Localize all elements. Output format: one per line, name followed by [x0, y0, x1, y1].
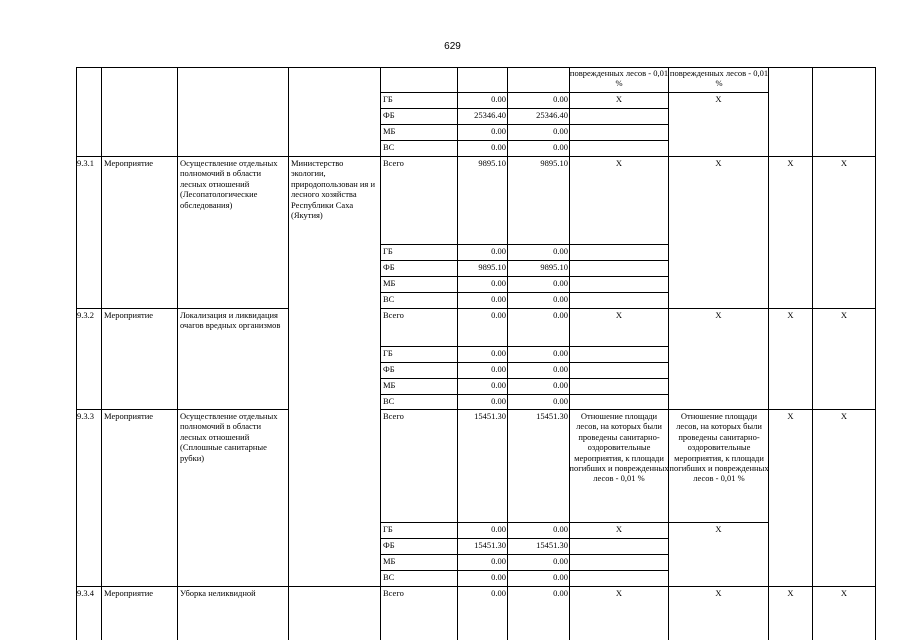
measure-code: 9.3.4 [77, 588, 94, 598]
indicator-cell: Отношение площади лесов, на которых были проведены санитарно-оздоровительные мероприятия, к площади погибших и поврежденных лесов - 0,01 % [669, 411, 769, 484]
x-cell: Х [787, 158, 794, 168]
source-cell: Всего [383, 588, 404, 598]
source-cell: ВС [383, 572, 395, 582]
amount-cell: 9895.10 [540, 158, 568, 168]
x-cell: Х [715, 158, 722, 168]
source-cell: ФБ [383, 110, 395, 120]
measure-code: 9.3.3 [77, 411, 94, 421]
program-table [76, 67, 876, 640]
amount-cell: 0.00 [553, 126, 568, 136]
amount-cell: 0.00 [491, 556, 506, 566]
grid-line [768, 67, 769, 640]
amount-cell: 0.00 [491, 278, 506, 288]
amount-cell: 9895.10 [540, 262, 568, 272]
x-cell: Х [715, 310, 722, 320]
x-cell: Х [840, 588, 848, 598]
x-cell: Х [615, 94, 623, 104]
source-cell: ГБ [383, 94, 393, 104]
amount-cell: 0.00 [491, 396, 506, 406]
amount-cell: 0.00 [553, 278, 568, 288]
source-cell: МБ [383, 556, 396, 566]
amount-cell: 0.00 [491, 348, 506, 358]
amount-cell: 0.00 [553, 572, 568, 582]
source-cell: Всего [383, 310, 404, 320]
amount-cell: 0.00 [553, 94, 568, 104]
source-cell: ФБ [383, 364, 395, 374]
page-number: 629 [444, 41, 461, 52]
source-cell: ВС [383, 142, 395, 152]
x-cell: Х [715, 524, 722, 534]
amount-cell: 15451.30 [536, 540, 568, 550]
measure-code: 9.3.2 [77, 310, 94, 320]
indicator-cell: Отношение площади лесов, на которых были проведены санитарно-оздоровительные мероприятия, к площади погибших и поврежденных лесов - 0,01 % [569, 411, 669, 484]
source-cell: ФБ [383, 262, 395, 272]
x-cell: Х [787, 588, 794, 598]
source-cell: ГБ [383, 348, 393, 358]
grid-line [76, 67, 77, 640]
amount-cell: 0.00 [553, 524, 568, 534]
grid-line [177, 67, 178, 640]
x-cell: Х [715, 588, 722, 598]
x-cell: Х [840, 310, 848, 320]
amount-cell: 0.00 [491, 572, 506, 582]
x-cell: Х [715, 94, 722, 104]
amount-cell: 0.00 [491, 126, 506, 136]
measure-type: Мероприятие [104, 411, 154, 421]
amount-cell: 0.00 [491, 524, 506, 534]
grid-line [875, 67, 876, 640]
amount-cell: 9895.10 [478, 158, 506, 168]
source-cell: ГБ [383, 524, 393, 534]
amount-cell: 0.00 [553, 380, 568, 390]
source-cell: Всего [383, 411, 404, 421]
source-cell: ФБ [383, 540, 395, 550]
indicator-cell: поврежденных лесов - 0,01 % [669, 68, 769, 89]
x-cell: Х [615, 310, 623, 320]
x-cell: Х [615, 158, 623, 168]
source-cell: ГБ [383, 246, 393, 256]
grid-line [812, 67, 813, 640]
x-cell: Х [615, 524, 623, 534]
amount-cell: 0.00 [491, 294, 506, 304]
x-cell: Х [840, 158, 848, 168]
measure-name: Локализация и ликвидация очагов вредных организмов [180, 310, 281, 331]
grid-line [101, 67, 102, 640]
source-cell: МБ [383, 380, 396, 390]
amount-cell: 0.00 [553, 294, 568, 304]
x-cell: Х [787, 310, 794, 320]
amount-cell: 0.00 [553, 556, 568, 566]
amount-cell: 0.00 [491, 94, 506, 104]
amount-cell: 25346.40 [474, 110, 506, 120]
amount-cell: 15451.30 [536, 411, 568, 421]
responsible-executor: Министерство экологии, природопользован ия и лесного хозяйства Республики Саха (Якутия) [291, 158, 378, 221]
source-cell: МБ [383, 278, 396, 288]
source-cell: ВС [383, 294, 395, 304]
amount-cell: 15451.30 [474, 411, 506, 421]
amount-cell: 0.00 [553, 310, 568, 320]
measure-type: Мероприятие [104, 310, 154, 320]
amount-cell: 9895.10 [478, 262, 506, 272]
amount-cell: 0.00 [553, 142, 568, 152]
source-cell: МБ [383, 126, 396, 136]
x-cell: Х [840, 411, 848, 421]
measure-name: Осуществление отдельных полномочий в области лесных отношений (Сплошные санитарные рубки) [180, 411, 280, 463]
source-cell: ВС [383, 396, 395, 406]
amount-cell: 0.00 [553, 348, 568, 358]
measure-name: Уборка неликвидной [180, 588, 256, 598]
source-cell: Всего [383, 158, 404, 168]
measure-type: Мероприятие [104, 158, 154, 168]
amount-cell: 0.00 [491, 364, 506, 374]
measure-name: Осуществление отдельных полномочий в области лесных отношений (Лесопатологические обследования) [180, 158, 280, 210]
amount-cell: 0.00 [491, 380, 506, 390]
amount-cell: 0.00 [553, 246, 568, 256]
measure-code: 9.3.1 [77, 158, 94, 168]
measure-type: Мероприятие [104, 588, 154, 598]
amount-cell: 0.00 [491, 142, 506, 152]
indicator-cell: поврежденных лесов - 0,01 % [569, 68, 669, 89]
amount-cell: 0.00 [491, 588, 506, 598]
amount-cell: 0.00 [553, 396, 568, 406]
amount-cell: 25346.40 [536, 110, 568, 120]
amount-cell: 0.00 [491, 246, 506, 256]
amount-cell: 15451.30 [474, 540, 506, 550]
amount-cell: 0.00 [491, 310, 506, 320]
grid-line [288, 67, 289, 640]
amount-cell: 0.00 [553, 364, 568, 374]
x-cell: Х [787, 411, 794, 421]
amount-cell: 0.00 [553, 588, 568, 598]
x-cell: Х [615, 588, 623, 598]
